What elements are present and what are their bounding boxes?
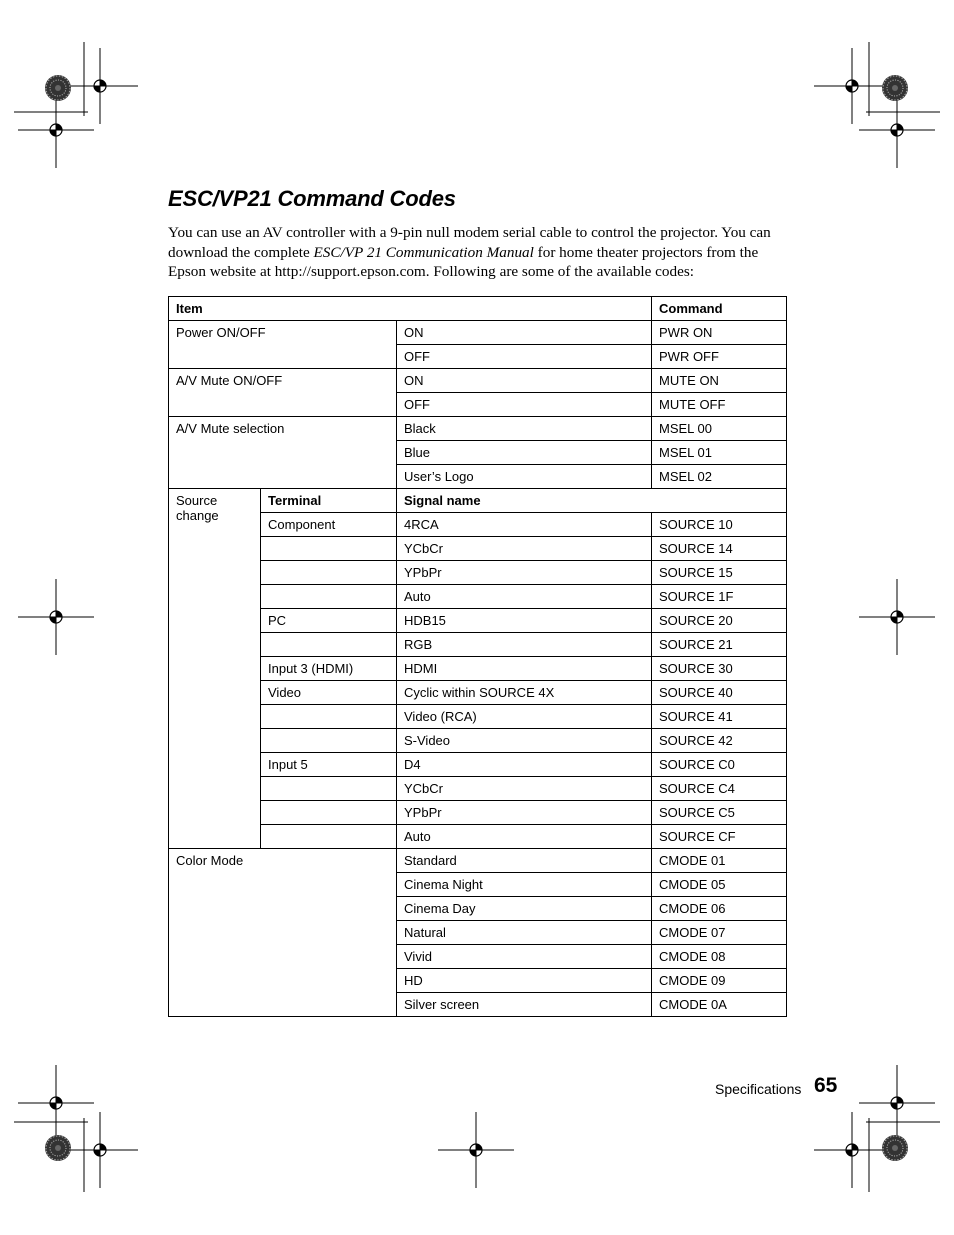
signal-cell: YPbPr (397, 561, 652, 585)
signal-cell: D4 (397, 753, 652, 777)
table-row (169, 849, 787, 873)
page-number: 65 (814, 1074, 838, 1097)
command-cell: SOURCE 41 (652, 705, 787, 729)
signal-cell: 4RCA (397, 513, 652, 537)
command-cell: SOURCE 14 (652, 537, 787, 561)
intro-text-2: for home theater projectors from the Epson website at http://support.epson.com. Following are some of the available codes: (168, 243, 759, 281)
command-cell: CMODE 05 (652, 873, 787, 897)
command-cell: CMODE 0A (652, 993, 787, 1017)
header-item: Item (169, 297, 652, 321)
terminal-header: Terminal (261, 489, 397, 513)
intro-text-1: You can use an AV controller with a 9-pin null modem serial cable to control the projector. You can download the complete (168, 224, 771, 261)
option-cell: Black (397, 417, 652, 441)
side-mark-left (18, 579, 94, 655)
item-power: Power ON/OFF (169, 321, 397, 369)
option-cell: User’s Logo (397, 465, 652, 489)
option-cell: HD (397, 969, 652, 993)
command-cell: PWR OFF (652, 345, 787, 369)
table-row (169, 609, 787, 633)
command-cell: SOURCE 1F (652, 585, 787, 609)
signal-cell: Video (RCA) (397, 705, 652, 729)
command-cell: MSEL 00 (652, 417, 787, 441)
command-cell: CMODE 01 (652, 849, 787, 873)
terminal-cell (261, 705, 397, 729)
signal-cell: Auto (397, 585, 652, 609)
option-cell: Cinema Day (397, 897, 652, 921)
table-row (169, 417, 787, 441)
command-cell: SOURCE C0 (652, 753, 787, 777)
corner-mark-tr (814, 42, 940, 168)
page-title: ESC/VP21 Command Codes (168, 186, 456, 211)
side-mark-right (859, 579, 935, 655)
table-row (169, 681, 787, 705)
signal-cell: RGB (397, 633, 652, 657)
command-cell: CMODE 09 (652, 969, 787, 993)
command-cell: SOURCE 15 (652, 561, 787, 585)
table-row (169, 753, 787, 777)
command-cell: SOURCE 10 (652, 513, 787, 537)
option-cell: OFF (397, 345, 652, 369)
option-cell: ON (397, 321, 652, 345)
command-cell: PWR ON (652, 321, 787, 345)
command-cell: SOURCE C4 (652, 777, 787, 801)
terminal-cell: Input 5 (261, 753, 397, 777)
item-source-change: Source change (169, 489, 261, 849)
table-row (169, 705, 787, 729)
terminal-cell: Input 3 (HDMI) (261, 657, 397, 681)
table-row (169, 513, 787, 537)
command-cell: CMODE 06 (652, 897, 787, 921)
option-cell: ON (397, 369, 652, 393)
terminal-cell: PC (261, 609, 397, 633)
terminal-cell (261, 729, 397, 753)
command-cell: SOURCE 20 (652, 609, 787, 633)
table-header-row (169, 297, 787, 321)
terminal-cell (261, 801, 397, 825)
table-row (169, 369, 787, 393)
table-row (169, 561, 787, 585)
command-cell: MSEL 02 (652, 465, 787, 489)
signal-cell: YPbPr (397, 801, 652, 825)
table-row (169, 321, 787, 345)
terminal-cell (261, 561, 397, 585)
option-cell: Cinema Night (397, 873, 652, 897)
command-cell: SOURCE 40 (652, 681, 787, 705)
terminal-cell (261, 585, 397, 609)
item-color-mode: Color Mode (169, 849, 397, 1017)
terminal-cell (261, 825, 397, 849)
command-cell: MUTE OFF (652, 393, 787, 417)
source-subheader-row (169, 489, 787, 513)
corner-mark-bl (14, 1065, 138, 1192)
command-cell: SOURCE 21 (652, 633, 787, 657)
command-cell: MUTE ON (652, 369, 787, 393)
terminal-cell (261, 777, 397, 801)
command-cell: SOURCE C5 (652, 801, 787, 825)
signal-name-header: Signal name (397, 489, 787, 513)
terminal-cell (261, 633, 397, 657)
table-row (169, 729, 787, 753)
command-codes-table (168, 296, 787, 1017)
command-cell: SOURCE 42 (652, 729, 787, 753)
signal-cell: YCbCr (397, 777, 652, 801)
command-cell: CMODE 07 (652, 921, 787, 945)
item-av-mute: A/V Mute ON/OFF (169, 369, 397, 417)
signal-cell: Cyclic within SOURCE 4X (397, 681, 652, 705)
option-cell: Silver screen (397, 993, 652, 1017)
command-cell: CMODE 08 (652, 945, 787, 969)
terminal-cell: Component (261, 513, 397, 537)
table-row (169, 825, 787, 849)
option-cell: Natural (397, 921, 652, 945)
signal-cell: Auto (397, 825, 652, 849)
option-cell: Standard (397, 849, 652, 873)
option-cell: Vivid (397, 945, 652, 969)
table-row (169, 801, 787, 825)
table-row (169, 585, 787, 609)
table-row (169, 633, 787, 657)
header-command: Command (652, 297, 787, 321)
terminal-cell: Video (261, 681, 397, 705)
terminal-cell (261, 537, 397, 561)
option-cell: Blue (397, 441, 652, 465)
corner-mark-tl (14, 42, 138, 168)
item-av-mute-selection: A/V Mute selection (169, 417, 397, 489)
manual-title: ESC/VP 21 Communication Manual (313, 243, 534, 261)
bottom-mark-center (438, 1112, 514, 1188)
signal-cell: S-Video (397, 729, 652, 753)
footer-section-label: Specifications (715, 1081, 802, 1097)
signal-cell: YCbCr (397, 537, 652, 561)
command-cell: SOURCE CF (652, 825, 787, 849)
intro-paragraph (168, 223, 788, 282)
option-cell: OFF (397, 393, 652, 417)
table-row (169, 777, 787, 801)
command-cell: SOURCE 30 (652, 657, 787, 681)
table-row (169, 657, 787, 681)
table-row (169, 537, 787, 561)
signal-cell: HDMI (397, 657, 652, 681)
signal-cell: HDB15 (397, 609, 652, 633)
command-cell: MSEL 01 (652, 441, 787, 465)
